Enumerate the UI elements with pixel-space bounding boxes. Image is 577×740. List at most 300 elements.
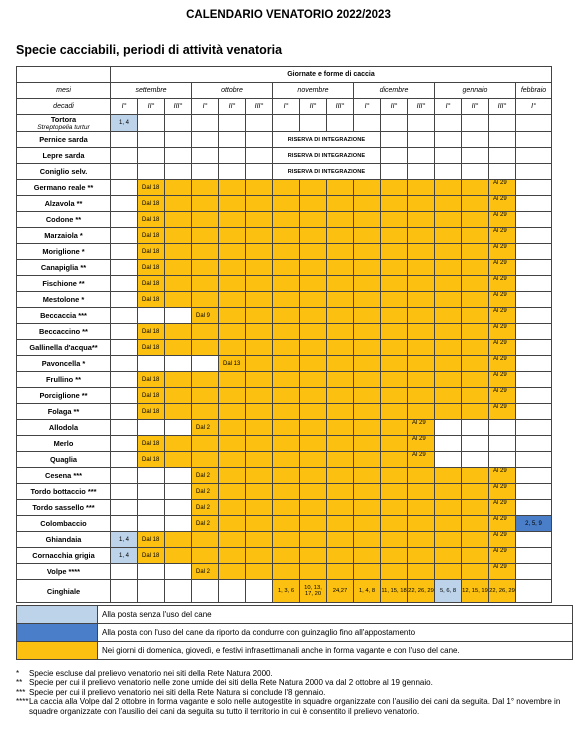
season-end-cell: Al 29 bbox=[489, 180, 516, 196]
species-name: Fischione ** bbox=[42, 279, 85, 288]
calendar-cell bbox=[192, 436, 219, 452]
calendar-cell bbox=[300, 324, 327, 340]
calendar-cell bbox=[273, 532, 300, 548]
season-start-cell: Dal 18 bbox=[138, 452, 165, 468]
calendar-cell bbox=[300, 372, 327, 388]
species-row bbox=[17, 244, 552, 260]
calendar-cell bbox=[435, 468, 462, 484]
species-label bbox=[17, 180, 111, 196]
calendar-cell bbox=[354, 244, 381, 260]
calendar-cell bbox=[516, 132, 552, 148]
calendar-cell bbox=[273, 340, 300, 356]
calendar-cell bbox=[111, 564, 138, 580]
species-row bbox=[17, 292, 552, 308]
calendar-cell bbox=[192, 196, 219, 212]
calendar-cell bbox=[219, 276, 246, 292]
calendar-cell bbox=[111, 196, 138, 212]
calendar-cell bbox=[462, 308, 489, 324]
calendar-cell bbox=[435, 388, 462, 404]
species-row bbox=[17, 324, 552, 340]
calendar-cell bbox=[408, 356, 435, 372]
calendar-cell bbox=[273, 356, 300, 372]
calendar-cell bbox=[138, 148, 165, 164]
season-start-cell: Dal 2 bbox=[192, 500, 219, 516]
calendar-cell bbox=[462, 436, 489, 452]
species-label bbox=[17, 228, 111, 244]
calendar-dates-cell: 1, 4 bbox=[111, 548, 138, 564]
calendar-cell bbox=[246, 404, 273, 420]
season-end-cell: Al 29 bbox=[489, 532, 516, 548]
season-end-cell: Al 29 bbox=[489, 500, 516, 516]
calendar-cell bbox=[516, 580, 552, 603]
calendar-cell bbox=[327, 548, 354, 564]
calendar-cell bbox=[246, 276, 273, 292]
calendar-cell bbox=[489, 148, 516, 164]
calendar-cell bbox=[165, 388, 192, 404]
calendar-cell bbox=[327, 532, 354, 548]
calendar-cell bbox=[300, 548, 327, 564]
season-end-cell: Al 29 bbox=[489, 244, 516, 260]
calendar-cell bbox=[354, 356, 381, 372]
season-end-cell: Al 29 bbox=[489, 356, 516, 372]
calendar-cell bbox=[489, 115, 516, 132]
calendar-cell bbox=[435, 356, 462, 372]
footnote-text: Specie escluse dal prelievo venatorio nei siti della Rete Natura 2000. bbox=[29, 669, 273, 678]
calendar-cell bbox=[300, 244, 327, 260]
calendar-cell bbox=[408, 532, 435, 548]
species-name: Cesena *** bbox=[45, 471, 82, 480]
calendar-cell bbox=[435, 548, 462, 564]
species-row bbox=[17, 356, 552, 372]
calendar-cell bbox=[381, 132, 408, 148]
calendar-cell bbox=[273, 292, 300, 308]
calendar-cell bbox=[246, 260, 273, 276]
calendar-dates-cell: 22, 26, 29 bbox=[489, 580, 516, 603]
calendar-cell bbox=[435, 516, 462, 532]
calendar-cell bbox=[462, 468, 489, 484]
calendar-cell bbox=[192, 532, 219, 548]
calendar-cell bbox=[165, 500, 192, 516]
header-month-gennaio: gennaio bbox=[435, 83, 516, 99]
calendar-cell bbox=[273, 372, 300, 388]
calendar-cell bbox=[111, 308, 138, 324]
calendar-cell bbox=[327, 324, 354, 340]
header-decade-cell: III° bbox=[489, 99, 516, 115]
calendar-dates-cell: 24,27 bbox=[327, 580, 354, 603]
calendar-cell bbox=[381, 212, 408, 228]
calendar-cell bbox=[219, 228, 246, 244]
calendar-cell bbox=[165, 308, 192, 324]
calendar-cell bbox=[111, 292, 138, 308]
calendar-cell bbox=[219, 324, 246, 340]
season-start-cell: Dal 2 bbox=[192, 484, 219, 500]
calendar-cell bbox=[435, 372, 462, 388]
calendar-cell bbox=[435, 244, 462, 260]
calendar-cell bbox=[219, 484, 246, 500]
calendar-cell bbox=[435, 228, 462, 244]
species-label bbox=[17, 404, 111, 420]
calendar-cell bbox=[381, 548, 408, 564]
calendar-cell bbox=[435, 308, 462, 324]
calendar-cell bbox=[165, 548, 192, 564]
calendar-cell bbox=[408, 548, 435, 564]
calendar-cell bbox=[354, 452, 381, 468]
calendar-cell bbox=[273, 468, 300, 484]
calendar-cell bbox=[435, 436, 462, 452]
season-start-cell: Dal 18 bbox=[138, 404, 165, 420]
calendar-cell bbox=[300, 532, 327, 548]
season-end-cell: Al 29 bbox=[489, 196, 516, 212]
species-name: Beccaccia *** bbox=[40, 311, 87, 320]
calendar-dates-cell: 22, 26, 29 bbox=[408, 580, 435, 603]
calendar-cell bbox=[462, 452, 489, 468]
calendar-cell bbox=[327, 228, 354, 244]
calendar-cell bbox=[354, 372, 381, 388]
calendar-cell bbox=[219, 548, 246, 564]
calendar-cell bbox=[435, 148, 462, 164]
header-month-febbraio: febbraio bbox=[516, 83, 552, 99]
calendar-cell bbox=[489, 164, 516, 180]
calendar-cell bbox=[408, 132, 435, 148]
season-start-cell: Dal 18 bbox=[138, 244, 165, 260]
calendar-cell bbox=[354, 404, 381, 420]
species-name: Codone ** bbox=[45, 215, 82, 224]
species-name: Ghiandaia bbox=[45, 535, 82, 544]
calendar-cell bbox=[273, 260, 300, 276]
calendar-cell bbox=[246, 212, 273, 228]
calendar-cell bbox=[462, 164, 489, 180]
calendar-cell bbox=[138, 115, 165, 132]
calendar-cell bbox=[408, 500, 435, 516]
calendar-cell bbox=[408, 260, 435, 276]
calendar-cell bbox=[219, 388, 246, 404]
calendar-cell bbox=[138, 564, 165, 580]
calendar-cell bbox=[462, 404, 489, 420]
header-group-title: Giornate e forme di caccia bbox=[111, 67, 552, 83]
calendar-cell bbox=[516, 260, 552, 276]
calendar-cell bbox=[327, 484, 354, 500]
calendar-cell bbox=[246, 324, 273, 340]
calendar-cell bbox=[111, 452, 138, 468]
calendar-cell bbox=[516, 404, 552, 420]
calendar-cell bbox=[462, 356, 489, 372]
calendar-cell bbox=[435, 196, 462, 212]
calendar-cell bbox=[165, 180, 192, 196]
header-decade-cell: II° bbox=[138, 99, 165, 115]
calendar-cell bbox=[354, 196, 381, 212]
calendar-cell bbox=[435, 420, 462, 436]
calendar-cell bbox=[516, 324, 552, 340]
species-row bbox=[17, 180, 552, 196]
calendar-cell bbox=[462, 196, 489, 212]
calendar-cell bbox=[273, 420, 300, 436]
species-name: Gallinella d'acqua** bbox=[29, 343, 98, 352]
calendar-cell bbox=[408, 340, 435, 356]
species-label bbox=[17, 420, 111, 436]
season-end-cell: Al 29 bbox=[489, 308, 516, 324]
calendar-dates-cell: 2, 5, 9 bbox=[516, 516, 552, 532]
calendar-cell bbox=[489, 452, 516, 468]
species-label bbox=[17, 468, 111, 484]
calendar-cell bbox=[165, 244, 192, 260]
species-label bbox=[17, 516, 111, 532]
season-start-cell: Dal 13 bbox=[219, 356, 246, 372]
season-end-cell: Al 29 bbox=[489, 212, 516, 228]
calendar-cell bbox=[273, 324, 300, 340]
calendar-cell bbox=[408, 484, 435, 500]
calendar-cell bbox=[462, 516, 489, 532]
species-label bbox=[17, 260, 111, 276]
calendar-cell bbox=[435, 404, 462, 420]
season-start-cell: Dal 18 bbox=[138, 228, 165, 244]
calendar-cell bbox=[381, 484, 408, 500]
header-mesi-label: mesi bbox=[17, 83, 111, 99]
calendar-cell bbox=[111, 436, 138, 452]
species-label bbox=[17, 132, 111, 148]
legend-color-swatch bbox=[17, 624, 98, 642]
calendar-cell bbox=[408, 468, 435, 484]
calendar-cell bbox=[489, 132, 516, 148]
legend-color-swatch bbox=[17, 606, 98, 624]
calendar-cell bbox=[111, 132, 138, 148]
calendar-cell bbox=[192, 132, 219, 148]
calendar-cell bbox=[435, 564, 462, 580]
calendar-cell bbox=[246, 180, 273, 196]
season-end-cell: Al 29 bbox=[489, 548, 516, 564]
species-label bbox=[17, 452, 111, 468]
calendar-cell bbox=[165, 468, 192, 484]
riserva-di-integrazione-cell: RISERVA DI INTEGRAZIONE bbox=[273, 132, 381, 148]
season-start-cell: Dal 18 bbox=[138, 292, 165, 308]
calendar-cell bbox=[516, 292, 552, 308]
species-name: Cinghiale bbox=[46, 586, 81, 596]
calendar-cell bbox=[381, 308, 408, 324]
calendar-cell bbox=[219, 404, 246, 420]
calendar-cell bbox=[165, 324, 192, 340]
calendar-cell bbox=[219, 180, 246, 196]
season-start-cell: Dal 18 bbox=[138, 276, 165, 292]
season-end-cell: Al 29 bbox=[489, 516, 516, 532]
calendar-cell bbox=[192, 404, 219, 420]
calendar-cell bbox=[516, 468, 552, 484]
calendar-cell bbox=[192, 180, 219, 196]
calendar-cell bbox=[300, 260, 327, 276]
calendar-cell bbox=[354, 532, 381, 548]
calendar-cell bbox=[273, 308, 300, 324]
calendar-cell bbox=[408, 212, 435, 228]
calendar-cell bbox=[165, 212, 192, 228]
header-row-group bbox=[17, 67, 552, 83]
calendar-cell bbox=[381, 372, 408, 388]
calendar-cell bbox=[219, 452, 246, 468]
calendar-cell bbox=[273, 564, 300, 580]
header-decade-cell: I° bbox=[516, 99, 552, 115]
calendar-cell bbox=[408, 404, 435, 420]
calendar-cell bbox=[165, 292, 192, 308]
species-row bbox=[17, 148, 552, 164]
calendar-cell bbox=[165, 420, 192, 436]
species-row bbox=[17, 468, 552, 484]
calendar-cell bbox=[516, 340, 552, 356]
species-name: Beccaccino ** bbox=[39, 327, 88, 336]
calendar-cell bbox=[165, 404, 192, 420]
species-row bbox=[17, 340, 552, 356]
calendar-cell bbox=[111, 388, 138, 404]
species-name: Canapiglia ** bbox=[40, 263, 87, 272]
season-end-cell: Al 29 bbox=[489, 404, 516, 420]
calendar-cell bbox=[246, 500, 273, 516]
calendar-cell bbox=[435, 276, 462, 292]
calendar-cell bbox=[246, 356, 273, 372]
calendar-cell bbox=[462, 244, 489, 260]
calendar-cell bbox=[435, 500, 462, 516]
calendar-cell bbox=[516, 115, 552, 132]
calendar-cell bbox=[489, 420, 516, 436]
calendar-cell bbox=[435, 212, 462, 228]
calendar-cell bbox=[246, 372, 273, 388]
calendar-cell bbox=[435, 324, 462, 340]
calendar-cell bbox=[462, 564, 489, 580]
calendar-cell bbox=[408, 564, 435, 580]
calendar-cell bbox=[300, 356, 327, 372]
calendar-cell bbox=[408, 388, 435, 404]
season-start-cell: Dal 18 bbox=[138, 372, 165, 388]
calendar-cell bbox=[273, 452, 300, 468]
calendar-cell bbox=[435, 132, 462, 148]
season-end-cell: Al 29 bbox=[408, 452, 435, 468]
calendar-cell bbox=[408, 516, 435, 532]
calendar-cell bbox=[300, 404, 327, 420]
calendar-cell bbox=[381, 532, 408, 548]
calendar-cell bbox=[192, 324, 219, 340]
season-start-cell: Dal 18 bbox=[138, 340, 165, 356]
calendar-cell bbox=[300, 292, 327, 308]
species-row bbox=[17, 372, 552, 388]
calendar-dates-cell: 11, 15, 18 bbox=[381, 580, 408, 603]
calendar-cell bbox=[516, 388, 552, 404]
calendar-cell bbox=[300, 420, 327, 436]
calendar-cell bbox=[327, 452, 354, 468]
calendar-cell bbox=[273, 516, 300, 532]
season-start-cell: Dal 18 bbox=[138, 260, 165, 276]
calendar-cell bbox=[192, 164, 219, 180]
calendar-cell bbox=[354, 180, 381, 196]
season-start-cell: Dal 18 bbox=[138, 436, 165, 452]
calendar-cell bbox=[516, 308, 552, 324]
legend-row bbox=[17, 624, 573, 642]
calendar-cell bbox=[165, 372, 192, 388]
calendar-cell bbox=[192, 292, 219, 308]
footnote-item bbox=[16, 678, 566, 687]
calendar-cell bbox=[435, 340, 462, 356]
species-name: Merlo bbox=[53, 439, 74, 448]
calendar-cell bbox=[354, 516, 381, 532]
calendar-cell bbox=[516, 228, 552, 244]
calendar-cell bbox=[246, 308, 273, 324]
calendar-cell bbox=[111, 372, 138, 388]
calendar-cell bbox=[111, 228, 138, 244]
calendar-cell bbox=[219, 468, 246, 484]
calendar-cell bbox=[273, 484, 300, 500]
calendar-cell bbox=[300, 484, 327, 500]
calendar-cell bbox=[219, 196, 246, 212]
species-name: Mestolone * bbox=[42, 295, 85, 304]
species-name: Porciglione ** bbox=[39, 391, 88, 400]
calendar-cell bbox=[327, 356, 354, 372]
calendar-cell bbox=[408, 164, 435, 180]
calendar-cell bbox=[381, 356, 408, 372]
calendar-cell bbox=[165, 452, 192, 468]
calendar-cell bbox=[462, 532, 489, 548]
species-name: Coniglio selv. bbox=[39, 167, 88, 176]
calendar-cell bbox=[246, 564, 273, 580]
calendar-cell bbox=[354, 115, 381, 132]
header-month-settembre: settembre bbox=[111, 83, 192, 99]
calendar-cell bbox=[111, 276, 138, 292]
calendar-cell bbox=[408, 292, 435, 308]
season-end-cell: Al 29 bbox=[489, 260, 516, 276]
calendar-cell bbox=[381, 244, 408, 260]
legend-table bbox=[16, 605, 573, 660]
species-name: Cornacchia grigia bbox=[32, 551, 95, 560]
species-name: Moriglione * bbox=[42, 247, 85, 256]
calendar-cell bbox=[138, 484, 165, 500]
calendar-cell bbox=[327, 468, 354, 484]
calendar-cell bbox=[354, 340, 381, 356]
calendar-cell bbox=[192, 115, 219, 132]
calendar-cell bbox=[111, 420, 138, 436]
species-label bbox=[17, 212, 111, 228]
footnote-mark: * bbox=[16, 669, 20, 678]
calendar-cell bbox=[192, 452, 219, 468]
calendar-cell bbox=[300, 308, 327, 324]
calendar-cell bbox=[327, 196, 354, 212]
footnote-text: La caccia alla Volpe dal 2 ottobre in forma vagante e solo nelle autogestite in squadre organizzate con l'ausilio dei cani da seguita. Dal 1° novembre in squadre organizzate con l'ausilio dei cani da seguita su tutto il territorio in cui è consentito il prelievo venatorio. bbox=[29, 697, 561, 716]
calendar-dates-cell: 12, 15, 19 bbox=[462, 580, 489, 603]
calendar-cell bbox=[246, 164, 273, 180]
header-decade-cell: I° bbox=[354, 99, 381, 115]
header-decade-cell: II° bbox=[381, 99, 408, 115]
calendar-cell bbox=[327, 276, 354, 292]
calendar-cell bbox=[219, 516, 246, 532]
calendar-cell bbox=[462, 228, 489, 244]
calendar-cell bbox=[300, 452, 327, 468]
calendar-cell bbox=[111, 180, 138, 196]
calendar-cell bbox=[273, 228, 300, 244]
calendar-cell bbox=[219, 580, 246, 603]
calendar-cell bbox=[246, 484, 273, 500]
calendar-cell bbox=[462, 388, 489, 404]
calendar-cell bbox=[192, 148, 219, 164]
calendar-cell bbox=[138, 132, 165, 148]
calendar-cell bbox=[435, 292, 462, 308]
species-label bbox=[17, 372, 111, 388]
calendar-cell bbox=[435, 484, 462, 500]
season-start-cell: Dal 18 bbox=[138, 212, 165, 228]
calendar-cell bbox=[516, 420, 552, 436]
species-label bbox=[17, 148, 111, 164]
footnote-text: Specie per cui il prelievo venatorio nelle zone umide dei siti della Rete Natura 2000 va dal 2 ottobre al 19 gennaio. bbox=[29, 678, 433, 688]
calendar-cell bbox=[246, 115, 273, 132]
header-blank-cell bbox=[17, 67, 111, 83]
species-row bbox=[17, 308, 552, 324]
calendar-cell bbox=[111, 324, 138, 340]
calendar-cell bbox=[354, 292, 381, 308]
species-label bbox=[17, 308, 111, 324]
calendar-cell bbox=[192, 548, 219, 564]
species-row bbox=[17, 212, 552, 228]
species-name: Volpe **** bbox=[46, 567, 81, 576]
